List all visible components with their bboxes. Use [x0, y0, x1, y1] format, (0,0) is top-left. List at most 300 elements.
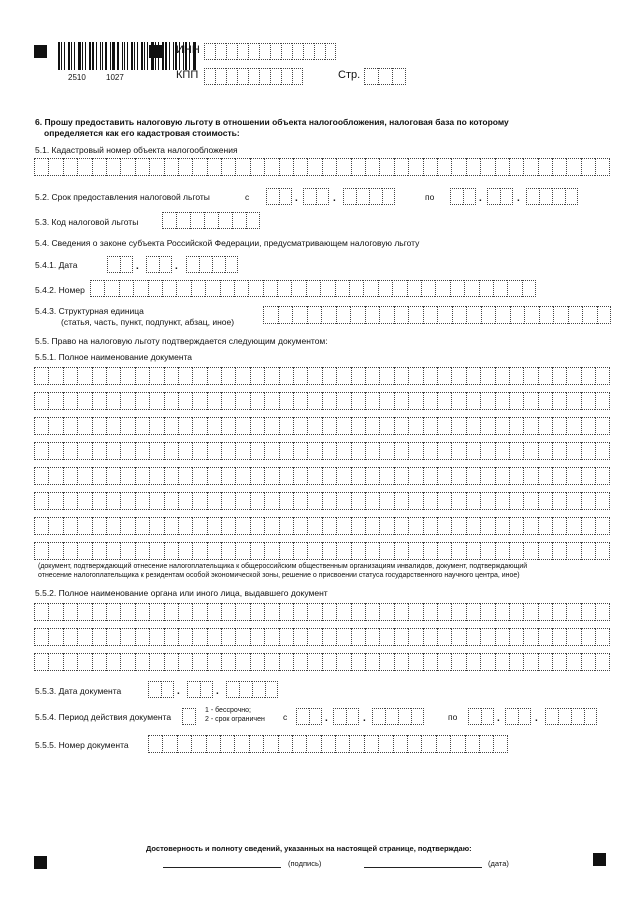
- field-cell[interactable]: [34, 442, 48, 460]
- document-name-row[interactable]: [34, 392, 610, 410]
- field-cell[interactable]: [164, 603, 178, 621]
- field-cell[interactable]: [149, 367, 163, 385]
- field-cell[interactable]: [178, 367, 192, 385]
- field-cell[interactable]: [234, 280, 248, 297]
- field-cell[interactable]: [495, 467, 509, 485]
- field-cell[interactable]: [394, 467, 408, 485]
- field-cell[interactable]: [192, 492, 206, 510]
- field-cell[interactable]: [120, 392, 134, 410]
- field-cell[interactable]: [146, 256, 159, 273]
- field-cell[interactable]: [176, 280, 190, 297]
- field-cell[interactable]: [423, 392, 437, 410]
- field-cell[interactable]: [584, 708, 597, 725]
- field-cell[interactable]: [178, 417, 192, 435]
- field-cell[interactable]: [207, 442, 221, 460]
- field-cell[interactable]: [279, 188, 292, 205]
- field-cell[interactable]: [437, 542, 451, 560]
- field-cell[interactable]: [346, 708, 359, 725]
- field-cell[interactable]: [480, 392, 494, 410]
- benefit-period-from-year[interactable]: [343, 188, 395, 205]
- field-cell[interactable]: [595, 158, 609, 176]
- field-cell[interactable]: [149, 158, 163, 176]
- field-cell[interactable]: [336, 392, 350, 410]
- field-cell[interactable]: [48, 542, 62, 560]
- field-cell[interactable]: [437, 367, 451, 385]
- field-cell[interactable]: [468, 708, 481, 725]
- benefit-code-field[interactable]: [162, 212, 260, 229]
- field-cell[interactable]: [250, 367, 264, 385]
- field-cell[interactable]: [379, 417, 393, 435]
- field-cell[interactable]: [148, 280, 162, 297]
- field-cell[interactable]: [34, 417, 48, 435]
- law-date-month[interactable]: [146, 256, 172, 273]
- field-cell[interactable]: [480, 517, 494, 535]
- field-cell[interactable]: [495, 653, 509, 671]
- field-cell[interactable]: [192, 442, 206, 460]
- field-cell[interactable]: [437, 628, 451, 646]
- field-cell[interactable]: [523, 158, 537, 176]
- field-cell[interactable]: [303, 43, 314, 60]
- field-cell[interactable]: [207, 603, 221, 621]
- field-cell[interactable]: [466, 467, 480, 485]
- field-cell[interactable]: [307, 417, 321, 435]
- field-cell[interactable]: [466, 653, 480, 671]
- field-cell[interactable]: [451, 392, 465, 410]
- field-cell[interactable]: [235, 628, 249, 646]
- field-cell[interactable]: [509, 467, 523, 485]
- field-cell[interactable]: [480, 158, 494, 176]
- field-cell[interactable]: [92, 467, 106, 485]
- field-cell[interactable]: [221, 392, 235, 410]
- field-cell[interactable]: [423, 653, 437, 671]
- field-cell[interactable]: [423, 442, 437, 460]
- inn-field[interactable]: [204, 43, 336, 60]
- field-cell[interactable]: [135, 517, 149, 535]
- field-cell[interactable]: [451, 603, 465, 621]
- field-cell[interactable]: [63, 542, 77, 560]
- field-cell[interactable]: [34, 367, 48, 385]
- field-cell[interactable]: [393, 735, 407, 753]
- field-cell[interactable]: [34, 653, 48, 671]
- field-cell[interactable]: [279, 542, 293, 560]
- field-cell[interactable]: [192, 158, 206, 176]
- field-cell[interactable]: [221, 467, 235, 485]
- field-cell[interactable]: [479, 280, 493, 297]
- field-cell[interactable]: [408, 467, 422, 485]
- field-cell[interactable]: [423, 467, 437, 485]
- field-cell[interactable]: [135, 158, 149, 176]
- field-cell[interactable]: [423, 367, 437, 385]
- field-cell[interactable]: [206, 735, 220, 753]
- field-cell[interactable]: [192, 653, 206, 671]
- field-cell[interactable]: [321, 735, 335, 753]
- field-cell[interactable]: [466, 603, 480, 621]
- field-cell[interactable]: [509, 517, 523, 535]
- field-cell[interactable]: [207, 492, 221, 510]
- field-cell[interactable]: [192, 542, 206, 560]
- field-cell[interactable]: [336, 628, 350, 646]
- field-cell[interactable]: [523, 367, 537, 385]
- field-cell[interactable]: [365, 392, 379, 410]
- field-cell[interactable]: [451, 442, 465, 460]
- field-cell[interactable]: [581, 653, 595, 671]
- field-cell[interactable]: [293, 603, 307, 621]
- field-cell[interactable]: [538, 603, 552, 621]
- field-cell[interactable]: [259, 68, 270, 85]
- document-name-row[interactable]: [34, 542, 610, 560]
- field-cell[interactable]: [264, 653, 278, 671]
- field-cell[interactable]: [369, 188, 382, 205]
- field-cell[interactable]: [351, 603, 365, 621]
- field-cell[interactable]: [250, 542, 264, 560]
- field-cell[interactable]: [120, 158, 134, 176]
- field-cell[interactable]: [279, 392, 293, 410]
- field-cell[interactable]: [221, 367, 235, 385]
- field-cell[interactable]: [595, 628, 609, 646]
- field-cell[interactable]: [178, 158, 192, 176]
- field-cell[interactable]: [92, 367, 106, 385]
- field-cell[interactable]: [372, 708, 385, 725]
- field-cell[interactable]: [120, 517, 134, 535]
- field-cell[interactable]: [63, 653, 77, 671]
- field-cell[interactable]: [538, 492, 552, 510]
- field-cell[interactable]: [595, 517, 609, 535]
- field-cell[interactable]: [92, 517, 106, 535]
- field-cell[interactable]: [235, 603, 249, 621]
- field-cell[interactable]: [149, 467, 163, 485]
- field-cell[interactable]: [159, 256, 172, 273]
- field-cell[interactable]: [281, 43, 292, 60]
- field-cell[interactable]: [408, 603, 422, 621]
- field-cell[interactable]: [106, 628, 120, 646]
- field-cell[interactable]: [451, 492, 465, 510]
- field-cell[interactable]: [495, 392, 509, 410]
- field-cell[interactable]: [343, 188, 356, 205]
- field-cell[interactable]: [48, 442, 62, 460]
- field-cell[interactable]: [480, 542, 494, 560]
- field-cell[interactable]: [365, 306, 380, 324]
- field-cell[interactable]: [200, 681, 213, 698]
- field-cell[interactable]: [581, 367, 595, 385]
- field-cell[interactable]: [120, 542, 134, 560]
- field-cell[interactable]: [538, 517, 552, 535]
- field-cell[interactable]: [248, 68, 259, 85]
- field-cell[interactable]: [581, 603, 595, 621]
- field-cell[interactable]: [162, 735, 176, 753]
- field-cell[interactable]: [307, 653, 321, 671]
- field-cell[interactable]: [437, 417, 451, 435]
- field-cell[interactable]: [250, 517, 264, 535]
- field-cell[interactable]: [394, 442, 408, 460]
- field-cell[interactable]: [190, 212, 204, 229]
- field-cell[interactable]: [408, 628, 422, 646]
- field-cell[interactable]: [538, 158, 552, 176]
- field-cell[interactable]: [149, 542, 163, 560]
- field-cell[interactable]: [77, 517, 91, 535]
- benefit-period-to-month[interactable]: [487, 188, 513, 205]
- field-cell[interactable]: [235, 492, 249, 510]
- field-cell[interactable]: [279, 517, 293, 535]
- field-cell[interactable]: [149, 392, 163, 410]
- law-date-year[interactable]: [186, 256, 238, 273]
- field-cell[interactable]: [164, 417, 178, 435]
- field-cell[interactable]: [365, 542, 379, 560]
- field-cell[interactable]: [34, 467, 48, 485]
- field-cell[interactable]: [307, 467, 321, 485]
- field-cell[interactable]: [106, 542, 120, 560]
- field-cell[interactable]: [135, 653, 149, 671]
- field-cell[interactable]: [451, 417, 465, 435]
- field-cell[interactable]: [278, 306, 293, 324]
- field-cell[interactable]: [495, 628, 509, 646]
- field-cell[interactable]: [220, 280, 234, 297]
- field-cell[interactable]: [48, 653, 62, 671]
- field-cell[interactable]: [207, 417, 221, 435]
- field-cell[interactable]: [48, 517, 62, 535]
- field-cell[interactable]: [92, 417, 106, 435]
- field-cell[interactable]: [524, 306, 539, 324]
- field-cell[interactable]: [552, 492, 566, 510]
- field-cell[interactable]: [292, 43, 303, 60]
- field-cell[interactable]: [279, 442, 293, 460]
- field-cell[interactable]: [279, 367, 293, 385]
- field-cell[interactable]: [48, 603, 62, 621]
- field-cell[interactable]: [552, 367, 566, 385]
- field-cell[interactable]: [264, 392, 278, 410]
- field-cell[interactable]: [408, 442, 422, 460]
- field-cell[interactable]: [566, 392, 580, 410]
- field-cell[interactable]: [320, 280, 334, 297]
- field-cell[interactable]: [408, 367, 422, 385]
- field-cell[interactable]: [411, 708, 424, 725]
- field-cell[interactable]: [77, 392, 91, 410]
- field-cell[interactable]: [466, 542, 480, 560]
- field-cell[interactable]: [191, 735, 205, 753]
- field-cell[interactable]: [466, 306, 481, 324]
- field-cell[interactable]: [336, 492, 350, 510]
- field-cell[interactable]: [450, 188, 463, 205]
- field-cell[interactable]: [48, 417, 62, 435]
- field-cell[interactable]: [252, 681, 265, 698]
- issuing-authority-row[interactable]: [34, 653, 610, 671]
- field-cell[interactable]: [581, 442, 595, 460]
- field-cell[interactable]: [509, 628, 523, 646]
- field-cell[interactable]: [322, 392, 336, 410]
- field-cell[interactable]: [552, 417, 566, 435]
- field-cell[interactable]: [215, 68, 226, 85]
- field-cell[interactable]: [523, 492, 537, 510]
- issuing-authority-row[interactable]: [34, 628, 610, 646]
- field-cell[interactable]: [351, 417, 365, 435]
- field-cell[interactable]: [34, 603, 48, 621]
- field-cell[interactable]: [177, 735, 191, 753]
- field-cell[interactable]: [48, 392, 62, 410]
- field-cell[interactable]: [135, 467, 149, 485]
- field-cell[interactable]: [63, 417, 77, 435]
- field-cell[interactable]: [581, 417, 595, 435]
- field-cell[interactable]: [106, 517, 120, 535]
- field-cell[interactable]: [385, 708, 398, 725]
- field-cell[interactable]: [365, 467, 379, 485]
- field-cell[interactable]: [77, 467, 91, 485]
- field-cell[interactable]: [394, 517, 408, 535]
- field-cell[interactable]: [394, 158, 408, 176]
- field-cell[interactable]: [34, 628, 48, 646]
- field-cell[interactable]: [322, 603, 336, 621]
- field-cell[interactable]: [336, 542, 350, 560]
- field-cell[interactable]: [264, 158, 278, 176]
- field-cell[interactable]: [106, 492, 120, 510]
- field-cell[interactable]: [365, 367, 379, 385]
- field-cell[interactable]: [92, 158, 106, 176]
- field-cell[interactable]: [480, 467, 494, 485]
- field-cell[interactable]: [248, 280, 262, 297]
- field-cell[interactable]: [263, 306, 278, 324]
- field-cell[interactable]: [263, 280, 277, 297]
- field-cell[interactable]: [509, 392, 523, 410]
- field-cell[interactable]: [379, 442, 393, 460]
- field-cell[interactable]: [106, 442, 120, 460]
- field-cell[interactable]: [523, 628, 537, 646]
- field-cell[interactable]: [235, 517, 249, 535]
- field-cell[interactable]: [481, 708, 494, 725]
- field-cell[interactable]: [566, 517, 580, 535]
- field-cell[interactable]: [480, 603, 494, 621]
- field-cell[interactable]: [246, 212, 260, 229]
- field-cell[interactable]: [270, 43, 281, 60]
- field-cell[interactable]: [509, 442, 523, 460]
- field-cell[interactable]: [379, 367, 393, 385]
- field-cell[interactable]: [394, 628, 408, 646]
- document-date-month[interactable]: [187, 681, 213, 698]
- field-cell[interactable]: [63, 517, 77, 535]
- field-cell[interactable]: [293, 392, 307, 410]
- field-cell[interactable]: [365, 492, 379, 510]
- field-cell[interactable]: [523, 442, 537, 460]
- field-cell[interactable]: [408, 542, 422, 560]
- field-cell[interactable]: [466, 517, 480, 535]
- field-cell[interactable]: [178, 542, 192, 560]
- field-cell[interactable]: [120, 628, 134, 646]
- field-cell[interactable]: [351, 653, 365, 671]
- field-cell[interactable]: [164, 158, 178, 176]
- field-cell[interactable]: [364, 735, 378, 753]
- field-cell[interactable]: [466, 492, 480, 510]
- field-cell[interactable]: [77, 158, 91, 176]
- field-cell[interactable]: [182, 708, 196, 725]
- field-cell[interactable]: [407, 280, 421, 297]
- field-cell[interactable]: [336, 653, 350, 671]
- field-cell[interactable]: [423, 417, 437, 435]
- field-cell[interactable]: [509, 492, 523, 510]
- field-cell[interactable]: [394, 492, 408, 510]
- field-cell[interactable]: [135, 417, 149, 435]
- field-cell[interactable]: [192, 467, 206, 485]
- field-cell[interactable]: [349, 735, 363, 753]
- field-cell[interactable]: [135, 603, 149, 621]
- field-cell[interactable]: [292, 306, 307, 324]
- field-cell[interactable]: [279, 158, 293, 176]
- field-cell[interactable]: [235, 158, 249, 176]
- field-cell[interactable]: [212, 256, 225, 273]
- field-cell[interactable]: [552, 158, 566, 176]
- field-cell[interactable]: [466, 442, 480, 460]
- field-cell[interactable]: [552, 392, 566, 410]
- field-cell[interactable]: [466, 158, 480, 176]
- field-cell[interactable]: [595, 442, 609, 460]
- field-cell[interactable]: [379, 603, 393, 621]
- field-cell[interactable]: [495, 158, 509, 176]
- field-cell[interactable]: [450, 735, 464, 753]
- field-cell[interactable]: [538, 653, 552, 671]
- field-cell[interactable]: [221, 603, 235, 621]
- field-cell[interactable]: [218, 212, 232, 229]
- field-cell[interactable]: [351, 517, 365, 535]
- field-cell[interactable]: [239, 681, 252, 698]
- field-cell[interactable]: [264, 367, 278, 385]
- field-cell[interactable]: [552, 628, 566, 646]
- field-cell[interactable]: [552, 653, 566, 671]
- field-cell[interactable]: [279, 603, 293, 621]
- field-cell[interactable]: [325, 43, 336, 60]
- field-cell[interactable]: [192, 628, 206, 646]
- field-cell[interactable]: [178, 467, 192, 485]
- field-cell[interactable]: [394, 392, 408, 410]
- field-cell[interactable]: [523, 417, 537, 435]
- field-cell[interactable]: [509, 367, 523, 385]
- kpp-field[interactable]: [204, 68, 303, 85]
- field-cell[interactable]: [408, 492, 422, 510]
- field-cell[interactable]: [571, 708, 584, 725]
- field-cell[interactable]: [336, 442, 350, 460]
- field-cell[interactable]: [178, 392, 192, 410]
- validity-to-year[interactable]: [545, 708, 597, 725]
- field-cell[interactable]: [307, 367, 321, 385]
- field-cell[interactable]: [336, 417, 350, 435]
- field-cell[interactable]: [135, 442, 149, 460]
- field-cell[interactable]: [133, 280, 147, 297]
- field-cell[interactable]: [250, 158, 264, 176]
- field-cell[interactable]: [207, 392, 221, 410]
- field-cell[interactable]: [92, 542, 106, 560]
- field-cell[interactable]: [192, 367, 206, 385]
- field-cell[interactable]: [259, 43, 270, 60]
- field-cell[interactable]: [466, 367, 480, 385]
- field-cell[interactable]: [178, 517, 192, 535]
- field-cell[interactable]: [552, 542, 566, 560]
- field-cell[interactable]: [500, 188, 513, 205]
- field-cell[interactable]: [552, 442, 566, 460]
- field-cell[interactable]: [232, 212, 246, 229]
- field-cell[interactable]: [164, 517, 178, 535]
- field-cell[interactable]: [309, 708, 322, 725]
- field-cell[interactable]: [106, 653, 120, 671]
- field-cell[interactable]: [264, 417, 278, 435]
- field-cell[interactable]: [480, 442, 494, 460]
- field-cell[interactable]: [566, 653, 580, 671]
- field-cell[interactable]: [595, 542, 609, 560]
- field-cell[interactable]: [581, 158, 595, 176]
- field-cell[interactable]: [465, 735, 479, 753]
- field-cell[interactable]: [493, 280, 507, 297]
- field-cell[interactable]: [306, 280, 320, 297]
- validity-from-month[interactable]: [333, 708, 359, 725]
- document-name-row[interactable]: [34, 467, 610, 485]
- field-cell[interactable]: [149, 517, 163, 535]
- field-cell[interactable]: [365, 417, 379, 435]
- field-cell[interactable]: [408, 653, 422, 671]
- field-cell[interactable]: [187, 681, 200, 698]
